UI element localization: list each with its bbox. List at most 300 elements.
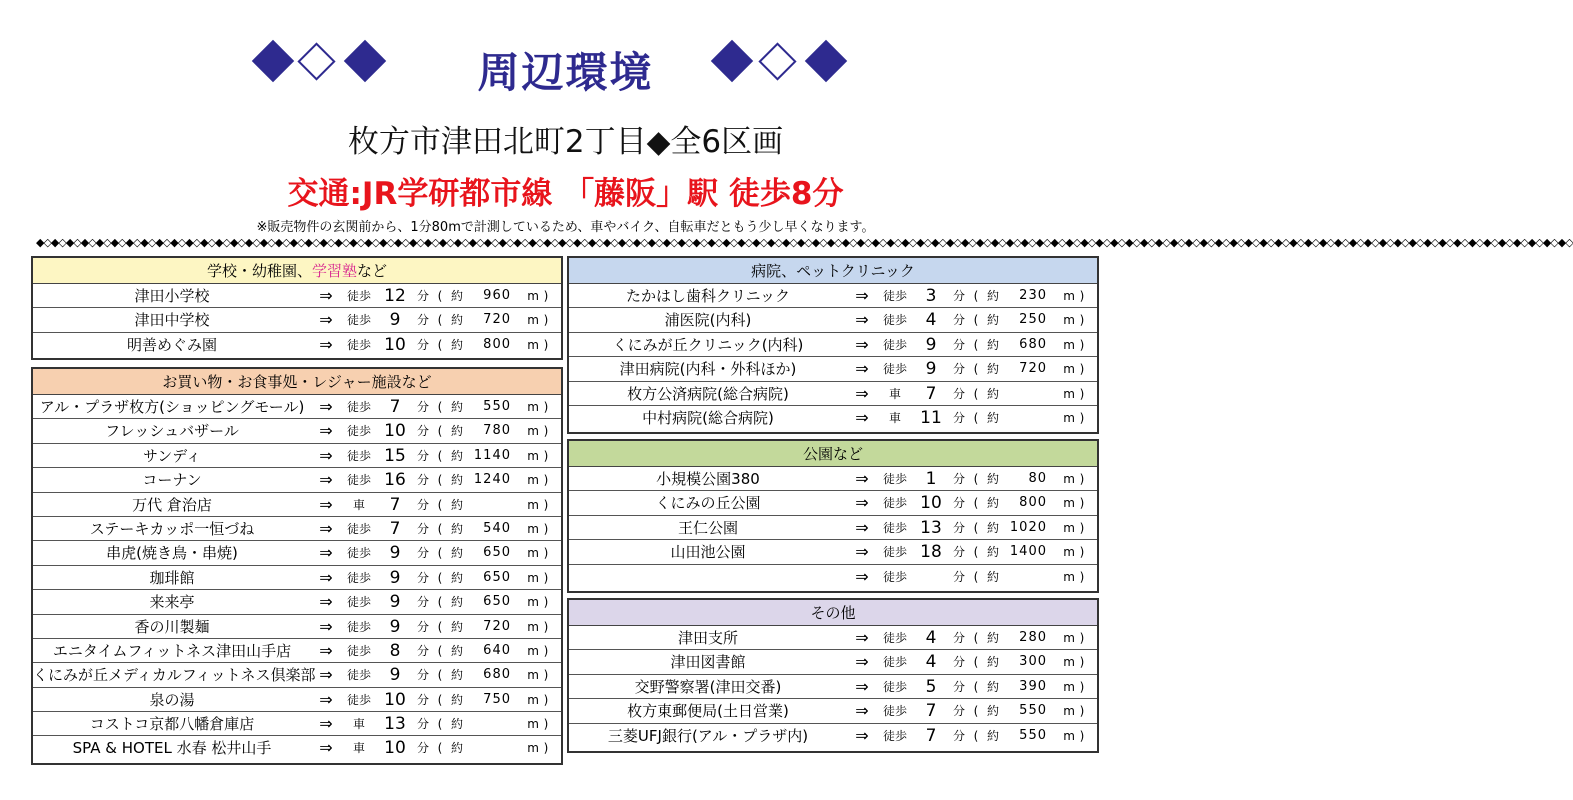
open-paren: ( [973,386,979,401]
minutes-unit: 分 [952,704,965,719]
arrow-icon: ⇒ [319,421,333,441]
distance-unit: m [527,692,539,707]
travel-mode: 徒歩 [346,448,371,463]
approx-label: 約 [986,410,999,425]
arrow-icon: ⇒ [855,310,869,330]
open-paren: ( [973,655,979,670]
list-item [33,468,561,492]
distance-unit: m [1063,704,1075,719]
open-paren: ( [437,546,443,561]
travel-minutes: 10 [384,738,406,759]
close-paren: ) [543,448,549,463]
approx-label: 約 [450,668,463,683]
section-header: 病院、ペットクリニック [569,258,1097,284]
list-item [33,615,561,639]
section-title-suffix: など [357,262,388,280]
distance-unit: m [1063,472,1075,486]
place-name: 交野警察署(津田交番) [634,677,782,696]
minutes-unit: 分 [952,655,965,670]
minutes-unit: 分 [952,631,965,645]
minutes-unit: 分 [416,521,429,536]
travel-minutes: 8 [389,640,401,661]
list-item [33,688,561,712]
travel-minutes [913,565,949,589]
minutes-unit: 分 [952,313,965,328]
arrow-icon: ⇒ [855,469,869,488]
close-paren: ) [543,337,549,352]
close-paren: ) [1079,472,1085,486]
open-paren: ( [973,545,979,560]
distance-unit: m [527,337,539,352]
open-paren: ( [973,631,979,645]
distance-unit: m [527,619,539,634]
open-paren: ( [437,473,443,488]
others-list [569,626,1097,748]
open-paren: ( [437,692,443,707]
list-item [569,491,1097,515]
travel-mode: 徒歩 [346,473,371,488]
distance-value: 800 [483,336,511,352]
minutes-unit: 分 [416,400,429,414]
close-paren: ) [1079,289,1085,303]
list-item [569,382,1097,406]
close-paren: ) [543,546,549,561]
place-name: くにみが丘メディカルフィットネス倶楽部 [33,666,316,685]
distance-value: 650 [483,545,511,561]
distance-value: 540 [483,520,511,536]
place-name: コーナン [142,471,202,490]
section-header [33,258,561,284]
distance-unit: m [1063,631,1075,645]
place-name: 津田図書館 [670,653,746,672]
close-paren: ) [543,692,549,707]
close-paren: ) [1079,337,1085,352]
approx-label: 約 [450,741,463,756]
open-paren: ( [973,520,979,535]
travel-mode: 徒歩 [346,289,371,303]
travel-minutes: 7 [389,397,401,417]
list-item [33,590,561,614]
travel-minutes: 15 [384,445,406,466]
minutes-unit: 分 [416,595,429,610]
list-item [33,541,561,565]
minutes-unit: 分 [416,717,429,732]
approx-label: 約 [450,595,463,610]
distance-value: 750 [483,691,511,707]
minutes-unit: 分 [952,545,965,560]
distance-unit: m [527,570,539,585]
travel-mode: 徒歩 [882,337,907,352]
travel-mode: 徒歩 [882,472,907,486]
distance-unit: m [527,741,539,756]
approx-label: 約 [986,472,999,486]
distance-value: 780 [483,423,511,439]
approx-label: 約 [986,289,999,303]
arrow-icon: ⇒ [855,701,869,721]
list-item [569,406,1097,430]
close-paren: ) [543,668,549,683]
list-item [33,712,561,736]
travel-minutes: 16 [384,470,406,491]
travel-minutes: 7 [925,383,937,404]
travel-minutes: 10 [384,334,406,355]
close-paren: ) [543,289,549,303]
arrow-icon: ⇒ [855,542,869,562]
list-item [569,724,1097,748]
diamond-divider: ◆◇◆◇◆◇◆◇◆◇◆◇◆◇◆◇◆◇◆◇◆◇◆◇◆◇◆◇◆◇◆◇◆◇◆◇◆◇◆◇◆◇◆◇◆◇◆◇◆◇◆◇◆◇◆◇◆◇◆◇◆◇◆◇◆◇◆◇◆◇◆◇◆◇◆◇◆◇◆◇◆◇◆◇◆◇◆◇◆◇◆◇◆◇◆◇◆◇◆◇◆◇◆◇◆◇◆◇◆◇◆◇◆◇◆◇◆◇◆◇◆◇◆◇◆◇◆◇◆◇◆◇◆◇◆◇◆◇◆◇◆◇◆◇◆◇◆◇◆◇◆◇◆◇◆◇◆◇◆◇◆◇◆◇◆◇◆◇◆◇◆◇◆◇◆◇◆◇◆◇◆◇◆◇◆◇◆◇◆◇◆◇◆◇◆◇◆◇◆◇◆◇◆◇◆◇ [36,236,1573,249]
approx-label: 約 [986,520,999,535]
close-paren: ) [1079,362,1085,377]
travel-mode: 徒歩 [346,643,371,658]
minutes-unit: 分 [416,570,429,585]
distance-value: 640 [483,642,511,658]
place-name: コストコ京都八幡倉庫店 [89,715,255,734]
place-name: アル・プラザ枚方(ショッピングモール) [39,398,305,416]
arrow-icon: ⇒ [855,652,869,672]
distance-value [1003,565,1047,589]
close-paren: ) [543,424,549,439]
distance-value: 390 [1019,678,1047,694]
distance-unit: m [527,668,539,683]
section-header: お買い物・お食事処・レジャー施設など [33,369,561,395]
travel-mode: 徒歩 [346,668,371,683]
measurement-note: ※販売物件の玄関前から、1分80mで計測しているため、車やバイク、自転車だともう少し早くなります。 [256,220,875,235]
distance-unit: m [527,313,539,328]
travel-mode: 徒歩 [882,496,907,511]
minutes-unit: 分 [952,337,965,352]
list-item [569,540,1097,564]
parks-list [569,467,1097,589]
approx-label: 約 [986,728,999,743]
distance-value [467,493,511,516]
approx-label: 約 [450,424,463,439]
access-info: 交通:JR学研都市線 「藤阪」駅 徒歩8分 [287,176,844,212]
minutes-unit: 分 [952,728,965,743]
arrow-icon: ⇒ [319,543,333,563]
arrow-icon: ⇒ [855,383,869,403]
distance-value: 720 [1019,361,1047,377]
open-paren: ( [437,313,443,328]
travel-mode: 徒歩 [882,313,907,328]
approx-label: 約 [986,545,999,560]
open-paren: ( [973,337,979,352]
list-item [569,650,1097,674]
list-item [33,395,561,419]
travel-minutes: 13 [384,714,406,735]
minutes-unit: 分 [952,362,965,377]
place-name: 津田病院(内科・外科ほか) [619,360,797,379]
travel-minutes: 7 [389,494,401,515]
travel-mode: 車 [888,386,901,401]
distance-unit: m [1063,496,1075,511]
minutes-unit: 分 [416,546,429,561]
others-section [567,598,1099,753]
approx-label: 約 [450,570,463,585]
minutes-unit: 分 [952,679,965,694]
minutes-unit: 分 [416,313,429,328]
close-paren: ) [1079,496,1085,511]
open-paren: ( [437,717,443,732]
travel-mode: 徒歩 [882,362,907,377]
list-item [569,699,1097,723]
place-name: くにみが丘クリニック(内科) [612,335,804,354]
place-name: フレッシュバザール [105,422,239,441]
parks-section [567,439,1099,593]
distance-value: 230 [1019,288,1047,303]
place-name: 明善めぐみ園 [126,335,217,354]
approx-label: 約 [450,521,463,536]
distance-unit: m [527,497,539,512]
distance-value: 680 [1019,336,1047,352]
close-paren: ) [1079,313,1085,328]
place-name: 珈琲館 [149,568,195,587]
arrow-icon: ⇒ [319,592,333,612]
approx-label: 約 [986,496,999,511]
distance-unit: m [527,473,539,488]
place-name: 津田小学校 [134,287,210,305]
place-name: 浦医院(内科) [664,311,752,330]
close-paren: ) [543,497,549,512]
place-name: 枚方公済病院(総合病院) [627,384,789,403]
list-item [33,517,561,541]
distance-value [1003,382,1047,405]
list-item [569,565,1097,589]
distance-unit: m [527,643,539,658]
approx-label: 約 [450,473,463,488]
place-name: エニタイムフィットネス津田山手店 [52,641,292,660]
list-item [33,419,561,443]
distance-value: 550 [483,399,511,414]
distance-unit: m [527,717,539,732]
place-name: 中村病院(総合病院) [642,408,774,427]
travel-minutes: 9 [389,592,401,613]
close-paren: ) [543,717,549,732]
close-paren: ) [1079,704,1085,719]
open-paren: ( [973,472,979,486]
open-paren: ( [973,496,979,511]
list-item [33,284,561,308]
distance-unit: m [1063,655,1075,670]
list-item [33,663,561,687]
travel-minutes: 9 [389,310,401,331]
distance-unit: m [1063,679,1075,694]
hospital-list [569,284,1097,430]
list-item [33,333,561,357]
travel-minutes: 12 [384,286,406,306]
place-name: 王仁公園 [677,518,738,537]
travel-minutes: 4 [925,652,937,673]
section-header: その他 [569,600,1097,626]
place-name: 三菱UFJ銀行(アル・プラザ内) [607,726,809,745]
close-paren: ) [1079,410,1085,425]
distance-value: 1020 [1009,519,1047,535]
travel-minutes: 9 [925,334,937,355]
close-paren: ) [1079,545,1085,560]
distance-value [467,736,511,760]
open-paren: ( [973,289,979,303]
travel-minutes: 1 [925,469,937,489]
travel-mode: 徒歩 [346,595,371,610]
distance-unit: m [527,424,539,439]
approx-label: 約 [450,448,463,463]
distance-value [467,712,511,735]
approx-label: 約 [450,546,463,561]
arrow-icon: ⇒ [319,334,333,354]
open-paren: ( [973,410,979,425]
travel-minutes: 3 [925,286,937,306]
arrow-icon: ⇒ [855,517,869,537]
travel-minutes: 18 [920,542,942,563]
close-paren: ) [543,741,549,756]
travel-mode: 徒歩 [882,728,907,743]
close-paren: ) [543,570,549,585]
approx-label: 約 [986,337,999,352]
travel-mode: 徒歩 [882,289,907,303]
close-paren: ) [543,619,549,634]
distance-unit: m [1063,569,1075,584]
open-paren: ( [437,337,443,352]
distance-unit: m [527,400,539,414]
shopping-list [33,395,561,761]
distance-unit: m [1063,728,1075,743]
travel-mode: 車 [352,741,365,756]
list-item [569,308,1097,332]
arrow-icon: ⇒ [319,286,333,305]
section-header: 公園など [569,441,1097,467]
list-item [33,308,561,332]
travel-mode: 徒歩 [882,569,907,584]
arrow-icon: ⇒ [319,445,333,465]
list-item [33,493,561,517]
distance-value: 1400 [1009,544,1047,560]
approx-label: 約 [986,362,999,377]
place-name: 山田池公園 [670,543,746,562]
open-paren: ( [973,313,979,328]
close-paren: ) [543,313,549,328]
open-paren: ( [437,668,443,683]
arrow-icon: ⇒ [319,665,333,685]
arrow-icon: ⇒ [855,359,869,379]
list-item [569,333,1097,357]
distance-value: 250 [1019,312,1047,328]
travel-mode: 徒歩 [882,520,907,535]
distance-value: 280 [1019,630,1047,645]
distance-unit: m [527,546,539,561]
list-item [569,516,1097,540]
minutes-unit: 分 [952,472,965,486]
approx-label: 約 [450,400,463,414]
distance-value: 720 [483,618,511,634]
minutes-unit: 分 [952,520,965,535]
place-name: 泉の湯 [149,690,195,709]
distance-unit: m [1063,545,1075,560]
close-paren: ) [1079,569,1085,584]
travel-minutes: 9 [389,665,401,686]
open-paren: ( [437,424,443,439]
distance-value: 80 [1028,471,1047,486]
distance-value: 960 [483,288,511,303]
approx-label: 約 [450,692,463,707]
distance-value: 300 [1019,654,1047,670]
approx-label: 約 [986,655,999,670]
travel-minutes: 7 [925,701,937,722]
approx-label: 約 [986,679,999,694]
open-paren: ( [437,400,443,414]
arrow-icon: ⇒ [319,567,333,587]
section-title-highlight: 学習塾 [311,262,357,280]
approx-label: 約 [986,313,999,328]
approx-label: 約 [986,386,999,401]
place-name: 小規模公園380 [656,470,760,488]
place-name [569,565,847,589]
open-paren: ( [973,569,979,584]
arrow-icon: ⇒ [855,676,869,696]
open-paren: ( [437,619,443,634]
close-paren: ) [543,400,549,414]
close-paren: ) [543,521,549,536]
travel-mode: 徒歩 [346,692,371,707]
arrow-icon: ⇒ [319,738,333,758]
minutes-unit: 分 [952,496,965,511]
close-paren: ) [1079,520,1085,535]
travel-mode: 徒歩 [346,313,371,328]
distance-unit: m [1063,410,1075,425]
travel-minutes: 9 [389,567,401,588]
minutes-unit: 分 [952,410,965,425]
distance-value: 1140 [473,447,511,463]
place-name: 枚方東郵便局(土日営業) [627,702,789,721]
arrow-icon: ⇒ [855,493,869,513]
distance-unit: m [527,521,539,536]
arrow-icon: ⇒ [855,407,869,427]
close-paren: ) [543,595,549,610]
distance-unit: m [527,289,539,303]
minutes-unit: 分 [416,424,429,439]
list-item [569,675,1097,699]
minutes-unit: 分 [952,386,965,401]
close-paren: ) [1079,386,1085,401]
distance-value: 650 [483,594,511,610]
place-name: SPA & HOTEL 水春 松井山手 [72,739,272,758]
place-name: 串虎(焼き鳥・串焼) [106,544,238,563]
approx-label: 約 [450,643,463,658]
distance-unit: m [527,448,539,463]
minutes-unit: 分 [416,497,429,512]
distance-value: 800 [1019,495,1047,511]
schools-section [31,256,563,360]
place-name: 香の川製麺 [134,617,210,636]
list-item [569,467,1097,491]
arrow-icon: ⇒ [319,310,333,330]
place-name: ステーキカッポ一恒づね [89,519,255,538]
open-paren: ( [973,679,979,694]
place-name: くにみの丘公園 [655,494,761,513]
list-item [33,566,561,590]
travel-mode: 車 [888,410,901,425]
arrow-icon: ⇒ [319,494,333,514]
minutes-unit: 分 [416,337,429,352]
arrow-icon: ⇒ [319,714,333,734]
arrow-icon: ⇒ [855,628,869,647]
minutes-unit: 分 [952,569,965,584]
approx-label: 約 [450,619,463,634]
arrow-icon: ⇒ [855,334,869,354]
travel-minutes: 7 [389,518,401,539]
travel-mode: 車 [352,497,365,512]
hospital-section [567,256,1099,434]
minutes-unit: 分 [416,668,429,683]
open-paren: ( [973,704,979,719]
